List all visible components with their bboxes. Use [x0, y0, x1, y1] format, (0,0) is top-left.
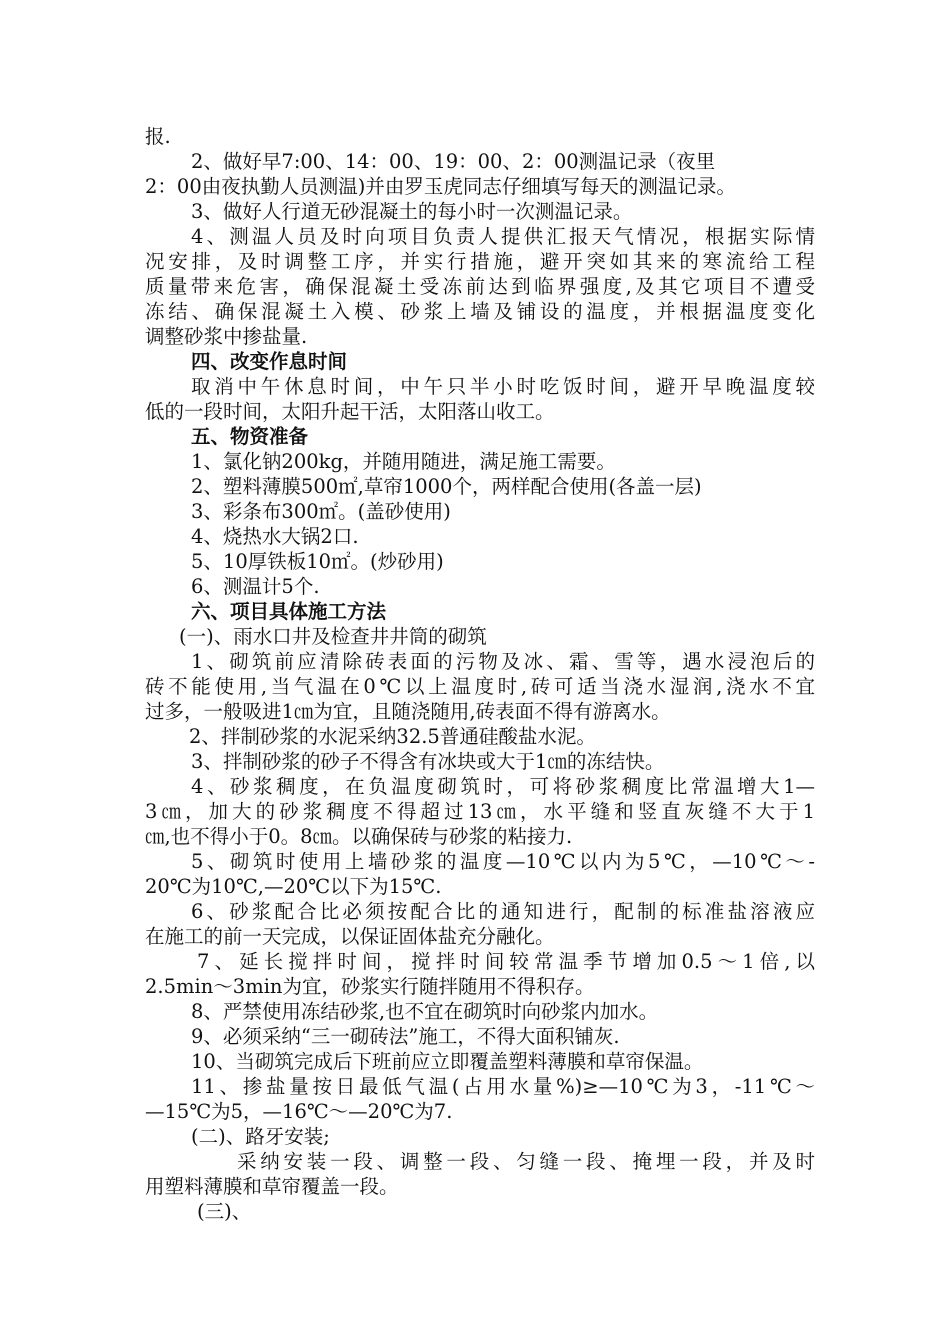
text-line: (二)、路牙安装;	[191, 1125, 330, 1148]
text-line: 4、测温人员及时向项目负责人提供汇报天气情况，根据实际情	[191, 225, 815, 248]
section-heading: 六、项目具体施工方法	[191, 600, 387, 623]
text-line: 冻结、确保混凝土入模、砂浆上墙及铺设的温度，并根据温度变化	[145, 300, 815, 323]
text-line: 6、测温计5个.	[191, 575, 320, 598]
text-line: 质量带来危害，确保混凝土受冻前达到临界强度,及其它项目不遭受	[145, 275, 815, 298]
text-line: 7、延长搅拌时间，搅拌时间较常温季节增加0.5～1倍,以	[197, 950, 815, 973]
text-line: 4、砂浆稠度，在负温度砌筑时，可将砂浆稠度比常温增大1—	[191, 775, 815, 798]
text-line: 况安排，及时调整工序，并实行措施，避开突如其来的寒流给工程	[145, 250, 815, 273]
text-line: 3㎝，加大的砂浆稠度不得超过13㎝，水平缝和竖直灰缝不大于1	[145, 800, 815, 823]
text-line: 20℃为10℃,—20℃以下为15℃.	[145, 875, 442, 898]
text-line: (一)、雨水口井及检查井井筒的砌筑	[179, 625, 487, 648]
text-line: 3、拌制砂浆的砂子不得含有冰块或大于1㎝的冻结快。	[191, 750, 665, 773]
text-line: 8、严禁使用冻结砂浆,也不宜在砌筑时向砂浆内加水。	[191, 1000, 659, 1023]
text-line: 2：00由夜执勤人员测温)并由罗玉虎同志仔细填写每天的测温记录。	[145, 175, 736, 198]
text-line: 6、砂浆配合比必须按配合比的通知进行，配制的标准盐溶液应	[191, 900, 815, 923]
text-line: 1、砌筑前应清除砖表面的污物及冰、霜、雪等，遇水浸泡后的	[191, 650, 815, 673]
text-line: 在施工的前一天完成，以保证固体盐充分融化。	[145, 925, 555, 948]
text-line: 5、10厚铁板10㎡。(炒砂用)	[191, 550, 444, 573]
text-line: 5、砌筑时使用上墙砂浆的温度—10℃以内为5℃，—10℃～-	[191, 850, 815, 873]
document-page	[145, 124, 815, 1224]
text-line: 4、烧热水大锅2口.	[191, 525, 359, 548]
text-line: 3、彩条布300㎡。(盖砂使用)	[191, 500, 451, 523]
text-line: 调整砂浆中掺盐量.	[145, 325, 308, 348]
text-line: 低的一段时间，太阳升起干活，太阳落山收工。	[145, 400, 555, 423]
text-line: 采纳安装一段、调整一段、匀缝一段、掩埋一段，并及时	[237, 1150, 815, 1173]
text-line: 砖不能使用,当气温在0℃以上温度时,砖可适当浇水湿润,浇水不宜	[145, 675, 815, 698]
section-heading: 五、物资准备	[191, 425, 309, 448]
text-line: 2、塑料薄膜500㎡,草帘1000个，两样配合使用(各盖一层)	[191, 475, 702, 498]
text-line: 过多，一般吸进1㎝为宜，且随浇随用,砖表面不得有游离水。	[145, 700, 671, 723]
text-line: 2、拌制砂浆的水泥采纳32.5普通硅酸盐水泥。	[189, 725, 596, 748]
text-line: 10、当砌筑完成后下班前应立即覆盖塑料薄膜和草帘保温。	[191, 1050, 704, 1073]
text-line: ㎝,也不得小于0。8㎝。以确保砖与砂浆的粘接力.	[145, 825, 573, 848]
text-line: 2.5min～3min为宜，砂浆实行随拌随用不得积存。	[145, 975, 595, 998]
text-line: 报.	[145, 125, 171, 148]
text-line: 取消中午休息时间，中午只半小时吃饭时间，避开早晚温度较	[191, 375, 815, 398]
text-line: 用塑料薄膜和草帘覆盖一段。	[145, 1175, 399, 1198]
text-line: (三)、	[197, 1200, 252, 1223]
text-line: 2、做好早7:00、14：00、19：00、2：00测温记录（夜里	[191, 150, 716, 173]
text-line: 11、掺盐量按日最低气温(占用水量%)≥—10℃为3，-11℃～	[191, 1075, 815, 1098]
text-line: 1、氯化钠200kg，并随用随进，满足施工需要。	[191, 450, 616, 473]
section-heading: 四、改变作息时间	[191, 350, 348, 373]
text-line: 9、必须采纳“三一砌砖法”施工，不得大面积铺灰.	[191, 1025, 620, 1048]
text-line: —15℃为5，—16℃～—20℃为7.	[145, 1100, 453, 1123]
text-line: 3、做好人行道无砂混凝土的每小时一次测温记录。	[191, 200, 633, 223]
